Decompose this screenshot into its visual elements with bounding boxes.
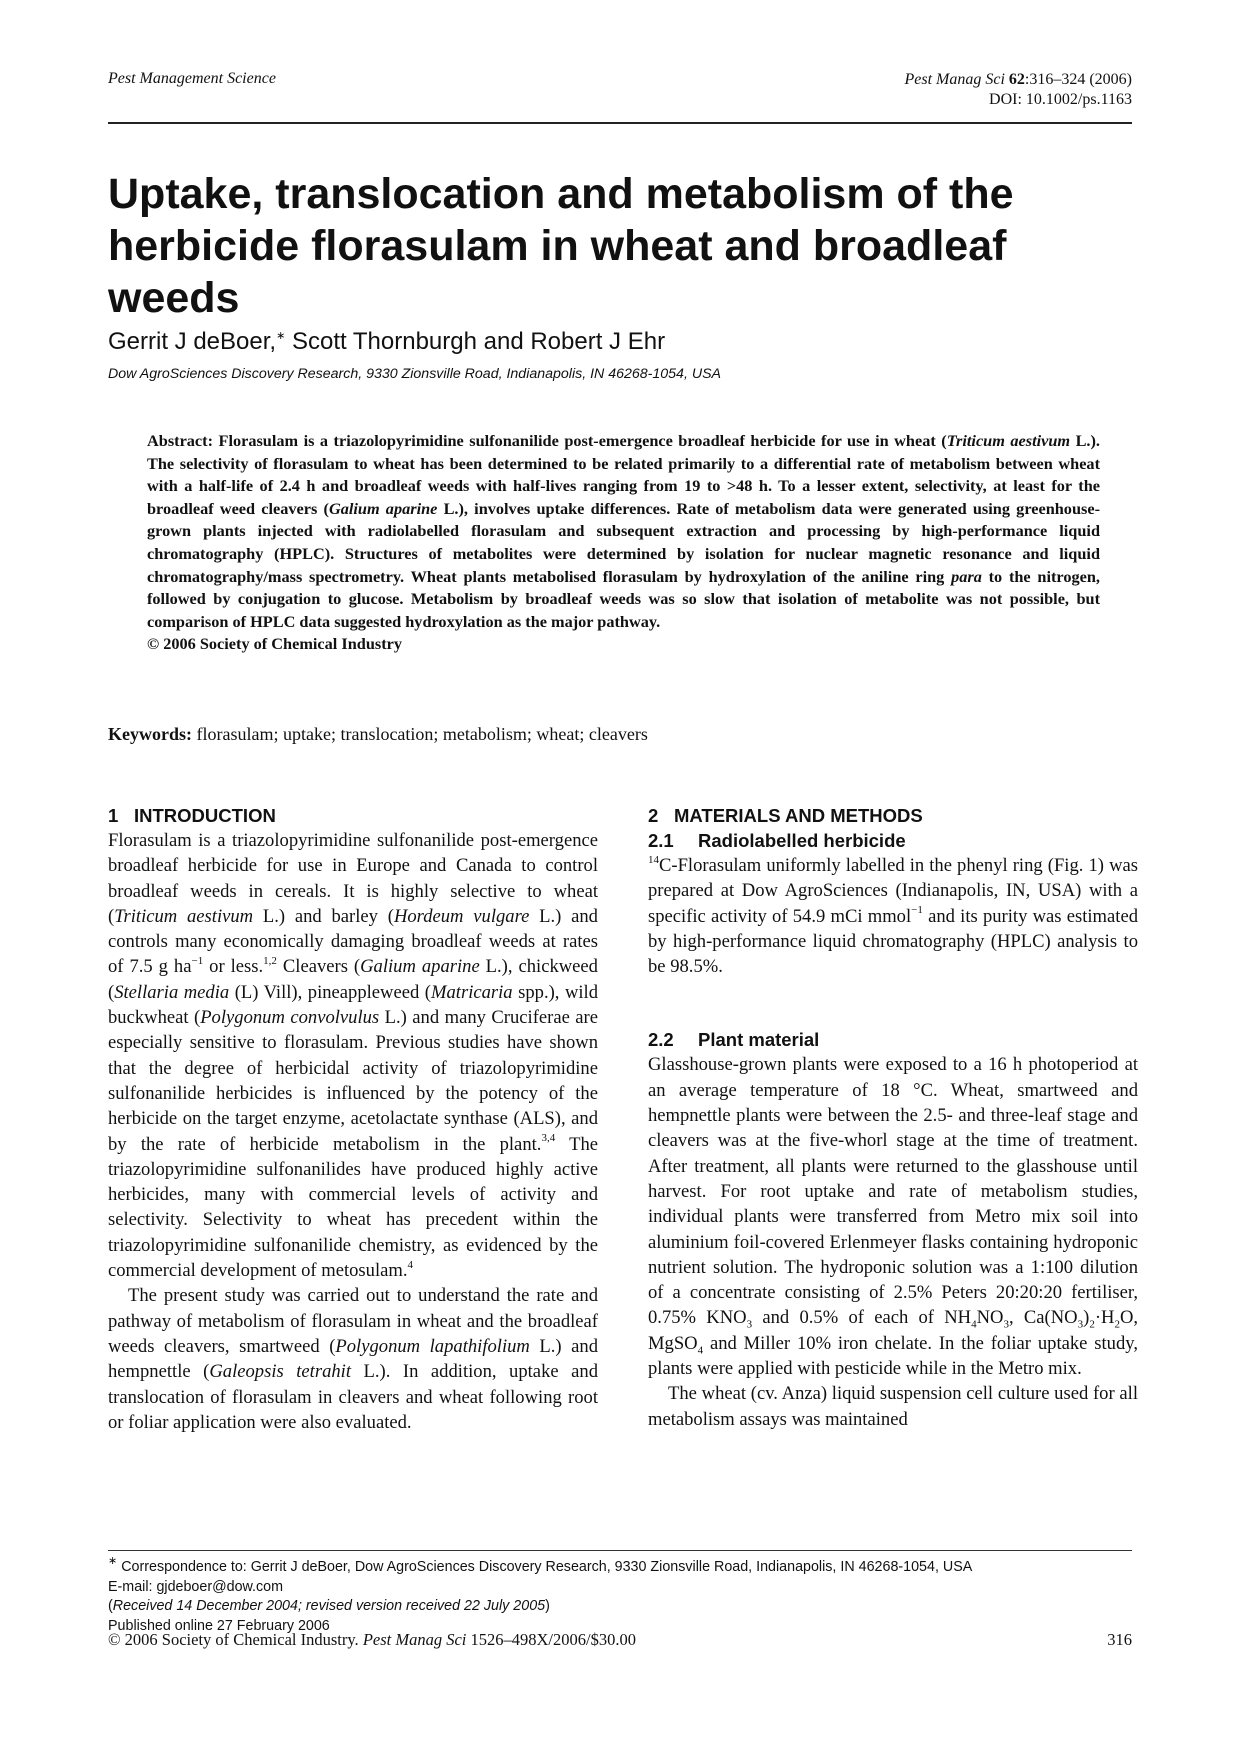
section-number: 1 <box>108 805 119 826</box>
abstract-text: L.), involves uptake differences. Rate of metabolism data were generated using greenhouse-grown plants injected with radiolabelled florasulam and subsequent extraction and processing by high-performance liquid chromatography (HPLC). Structures of metabolites were determined by isolation for nuclear magnetic resonance and liquid chromatography/mass spectrometry. Wheat plants metabolised florasulam by hydroxylation of the aniline ring <box>147 498 1100 586</box>
published-online: Published online 27 February 2006 <box>108 1617 330 1634</box>
text: and Miller 10% iron chelate. In the foliar uptake study, plants were applied with pesticide while in the Metro mix. <box>648 1332 1138 1380</box>
text: (L) Vill), pineappleweed ( <box>229 981 431 1003</box>
author-1: Gerrit J deBoer, <box>108 328 277 355</box>
section-title: MATERIALS AND METHODS <box>674 805 923 826</box>
footer-issn: 1526–498X/2006/$30.00 <box>466 1630 636 1649</box>
citation-block <box>904 70 1132 110</box>
plant-material-paragraph <box>648 1052 1138 1381</box>
species: Galeopsis tetrahit <box>209 1361 351 1383</box>
footnotes <box>108 1555 1132 1636</box>
received-dates <box>108 1597 1132 1617</box>
abstract-species: Galium aparine <box>328 498 438 518</box>
article-title: Uptake, translocation and metabolism of the herbicide florasulam in wheat and broadleaf weeds <box>108 170 1014 322</box>
right-column <box>648 803 1138 1432</box>
doi: DOI: 10.1002/ps.1163 <box>989 91 1132 108</box>
affiliation: Dow AgroSciences Discovery Research, 9330 Zionsville Road, Indianapolis, IN 46268-1054, USA <box>108 366 722 382</box>
text: Florasulam is a triazolopyrimidine sulfonanilide post-emergence broadleaf herbicide for use in Europe and Canada to control broadleaf weeds in cereals. It is highly selective to wheat ( <box>108 830 598 927</box>
species: Galium aparine <box>360 956 480 978</box>
text: NO <box>976 1307 1004 1329</box>
intro-paragraph-1 <box>108 828 598 1283</box>
subsection-heading-plant-material <box>648 1027 1138 1052</box>
species: Stellaria media <box>114 981 230 1003</box>
species: Matricaria <box>431 981 513 1003</box>
text: spp.), wild buckwheat ( <box>108 981 598 1029</box>
abstract-italic: para <box>951 566 982 586</box>
abstract-text: to the nitrogen, followed by conjugation to glucose. Metabolism by broadleaf weeds was so slow that isolation of metabolite was not possible, but comparison of HPLC data suggested hydroxylation as the major pathway. <box>147 566 1100 631</box>
subsection-heading-radiolabelled <box>648 828 1138 853</box>
superscript: −1 <box>911 904 923 917</box>
text: L.) and many Cruciferae are especially sensitive to florasulam. Previous studies have shown that the degree of herbicidal activity of triazolopyrimidine sulfonanilide herbicides is influenced by the potency of the herbicide on the target enzyme, acetolactate synthase (ALS), and by the rate of herbicide metabolism in the plant. <box>108 1007 598 1155</box>
section-gap <box>648 979 1138 1027</box>
page-footer <box>108 1630 1132 1650</box>
citation-volume: 62 <box>1008 71 1025 88</box>
text: C-Florasulam uniformly labelled in the phenyl ring (Fig. 1) was prepared at Dow AgroSciences (Indianapolis, IN, USA) with a specific activity of 54.9 mCi mmol <box>648 855 1138 927</box>
footer-journal: Pest Manag Sci <box>362 1630 467 1649</box>
journal-name: Pest Management Science <box>108 70 276 87</box>
text: Cleavers ( <box>276 956 361 978</box>
subsection-title: Plant material <box>698 1029 820 1051</box>
text: The present study was carried out to understand the rate and pathway of metabolism of florasulam in wheat and the broadleaf weeds cleavers, smartweed ( <box>108 1285 598 1357</box>
abstract-species: Triticum aestivum <box>946 431 1071 450</box>
citation-ref: 1,2 <box>263 955 277 968</box>
text: Glasshouse-grown plants were exposed to a 16 h photoperiod at an average temperature of 18 °C. Wheat, smartweed and hempnettle plants were between the 2.5- and three-leaf stage and cleavers was at the five-whorl stage at the time of treatment. After treatment, all plants were returned to the glasshouse until harvest. For root uptake and rate of metabolism studies, individual plants were transferred from Metro mix soil into aluminium foil-covered Erlenmeyer flasks containing hydroponic nutrient solution. The hydroponic solution was a 1:100 dilution of a concentrate consisting of 2.5% Peters 20:20:20 fertiliser, 0.75% KNO <box>648 1054 1138 1329</box>
abstract-text: L.). The selectivity of florasulam to wheat has been determined to be related primarily to a differential rate of metabolism between wheat with a half-life of 2.4 h and broadleaf weeds with half-lives ranging from 19 to >48 h. To a lesser extent, selectivity, at least for the broadleaf weed cleavers ( <box>147 431 1100 518</box>
citation <box>904 70 1132 90</box>
subscript: 3 <box>1003 1319 1009 1332</box>
footnote-rule <box>108 1550 1132 1551</box>
text: and its purity was estimated by high-performance liquid chromatography (HPLC) analysis to be 98.5%. <box>648 905 1138 978</box>
subscript: 3 <box>1077 1319 1084 1332</box>
citation-pages: :316–324 (2006) <box>1024 71 1132 88</box>
keywords-label: Keywords: <box>108 724 192 744</box>
cell-culture-paragraph: The wheat (cv. Anza) liquid suspension cell culture used for all metabolism assays was maintained <box>648 1383 1138 1430</box>
authors-rest: Scott Thornburgh and Robert J Ehr <box>285 328 666 355</box>
section-title: INTRODUCTION <box>134 805 276 826</box>
author-list <box>108 328 665 356</box>
subsection-number: 2.2 <box>648 1029 674 1051</box>
correspondence-mark: ∗ <box>276 330 286 342</box>
left-column <box>108 803 598 1435</box>
citation-ref: 4 <box>407 1258 413 1271</box>
text: The triazolopyrimidine sulfonanilides have produced highly active herbicides, many with commercial levels of activity and selectivity. Selectivity to wheat has precedent within the triazolopyrimidine sulfonanilide chemistry, as evidenced by the commercial development of metosulam. <box>108 1133 598 1282</box>
subsection-number: 2.1 <box>648 830 674 851</box>
section-heading-methods <box>648 803 1138 828</box>
text: or less. <box>203 956 264 978</box>
isotope-superscript: 14 <box>648 853 659 866</box>
keywords-list: florasulam; uptake; translocation; metabolism; wheat; cleavers <box>192 724 648 744</box>
intro-paragraph-2 <box>108 1283 598 1435</box>
abstract-copyright: © 2006 Society of Chemical Industry <box>147 634 403 654</box>
species: Hordeum vulgare <box>393 905 530 927</box>
species: Polygonum lapathifolium <box>335 1335 530 1357</box>
text: L.). In addition, uptake and translocation of florasulam in cleavers and wheat following root or foliar application were also evaluated. <box>108 1361 598 1433</box>
abstract-text: Abstract: Florasulam is a triazolopyrimidine sulfonanilide post-emergence broadleaf herbicide for use in wheat ( <box>147 431 947 450</box>
section-heading-introduction <box>108 803 598 828</box>
text: and 0.5% of each of NH <box>752 1307 972 1329</box>
subscript: 4 <box>971 1319 977 1332</box>
received-text: Received 14 December 2004; revised version received 22 July 2005 <box>112 1598 546 1614</box>
text: ·H <box>1094 1307 1115 1329</box>
subsection-title: Radiolabelled herbicide <box>698 830 906 851</box>
page-number: 316 <box>1107 1630 1132 1649</box>
text: L.) and controls many economically damaging broadleaf weeds at rates of 7.5 g ha <box>108 905 598 978</box>
header-rule <box>108 122 1132 124</box>
email: E-mail: gjdeboer@dow.com <box>108 1578 284 1595</box>
text: ) <box>1083 1307 1090 1329</box>
citation-journal: Pest Manag Sci <box>904 71 1005 88</box>
paren: ( <box>108 1598 113 1614</box>
subscript: 3 <box>746 1319 753 1332</box>
species: Polygonum convolvulus <box>200 1007 380 1029</box>
footer-copyright: © 2006 Society of Chemical Industry. <box>108 1630 363 1649</box>
section-number: 2 <box>648 805 659 826</box>
subscript: 2 <box>1114 1319 1120 1332</box>
text: L.) and hempnettle ( <box>108 1335 599 1383</box>
correspondence-note <box>108 1555 1132 1578</box>
species: Triticum aestivum <box>114 905 254 927</box>
abstract <box>147 430 1100 656</box>
text: L.) and barley ( <box>253 905 394 927</box>
text: L.), chickweed ( <box>108 956 598 1003</box>
citation-ref: 3,4 <box>541 1132 556 1145</box>
superscript: −1 <box>191 955 204 968</box>
radiolabel-paragraph <box>648 853 1138 979</box>
correspondence-text: Correspondence to: Gerrit J deBoer, Dow AgroSciences Discovery Research, 9330 Zionsville Road, Indianapolis, IN 46268-1054, USA <box>117 1559 973 1575</box>
paren: ) <box>545 1598 550 1614</box>
subscript: 4 <box>697 1344 704 1357</box>
subscript: 2 <box>1089 1319 1095 1332</box>
text: , Ca(NO <box>1008 1307 1078 1329</box>
keywords <box>108 724 648 745</box>
correspondence-mark: ∗ <box>108 1555 118 1568</box>
text: O, MgSO <box>648 1307 1139 1354</box>
